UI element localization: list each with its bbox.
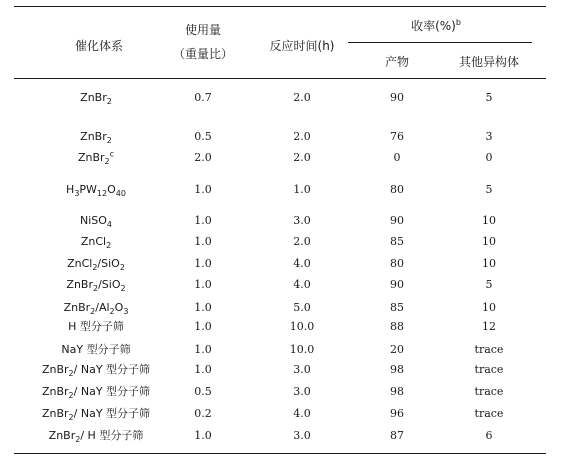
cell-amount: 1.0 bbox=[194, 320, 212, 333]
cell-amount: 1.0 bbox=[194, 301, 212, 314]
top-rule bbox=[14, 6, 546, 7]
cell-product: 80 bbox=[390, 257, 404, 270]
cell-product: 98 bbox=[390, 363, 404, 376]
cell-amount: 1.0 bbox=[194, 235, 212, 248]
cell-isomer: trace bbox=[474, 363, 504, 376]
cell-isomer: 10 bbox=[482, 301, 496, 314]
cell-isomer: 6 bbox=[485, 429, 493, 442]
cell-amount: 1.0 bbox=[194, 183, 212, 196]
cell-time: 4.0 bbox=[293, 407, 311, 420]
cell-product: 90 bbox=[390, 91, 404, 104]
cell-catalyst: H 型分子筛 bbox=[68, 320, 124, 333]
cell-time: 3.0 bbox=[293, 429, 311, 442]
cell-amount: 0.7 bbox=[194, 91, 212, 104]
cell-isomer: trace bbox=[474, 385, 504, 398]
cell-time: 5.0 bbox=[293, 301, 311, 314]
cell-isomer: 0 bbox=[485, 151, 493, 164]
cell-catalyst: ZnBr$_2$/ NaY 型分子筛 bbox=[41, 363, 151, 379]
cell-catalyst: NaY 型分子筛 bbox=[61, 343, 131, 356]
header-amount-unit: （重量比） bbox=[172, 47, 234, 61]
cell-catalyst: ZnBr$_2^c$ bbox=[77, 149, 115, 167]
cell-isomer: 10 bbox=[482, 235, 496, 248]
cell-catalyst: ZnCl$_2$/SiO$_2$ bbox=[67, 257, 125, 273]
cell-amount: 0.5 bbox=[194, 130, 212, 143]
cell-catalyst: NiSO$_4$ bbox=[79, 214, 113, 230]
cell-time: 4.0 bbox=[293, 278, 311, 291]
cell-product: 85 bbox=[390, 301, 404, 314]
cell-time: 2.0 bbox=[293, 91, 311, 104]
cell-product: 90 bbox=[390, 214, 404, 227]
cell-product: 20 bbox=[390, 343, 404, 356]
cell-amount: 1.0 bbox=[194, 429, 212, 442]
cell-isomer: 10 bbox=[482, 257, 496, 270]
cell-amount: 1.0 bbox=[194, 214, 212, 227]
cell-time: 3.0 bbox=[293, 363, 311, 376]
cell-product: 76 bbox=[390, 130, 404, 143]
header-catalyst: 催化体系 bbox=[74, 39, 124, 53]
cell-amount: 1.0 bbox=[194, 343, 212, 356]
cell-product: 98 bbox=[390, 385, 404, 398]
header-yield-footnote: b bbox=[455, 18, 461, 27]
cell-isomer: 12 bbox=[482, 320, 496, 333]
cell-catalyst: ZnBr$_2$/ NaY 型分子筛 bbox=[41, 385, 151, 401]
cell-product: 90 bbox=[390, 278, 404, 291]
cell-product: 96 bbox=[390, 407, 404, 420]
cell-amount: 0.2 bbox=[194, 407, 212, 420]
cell-catalyst: ZnBr$_2$ bbox=[80, 130, 112, 146]
header-isomer: 其他异构体 bbox=[458, 55, 520, 69]
bottom-rule bbox=[14, 453, 546, 454]
yield-rule bbox=[348, 42, 532, 43]
cell-catalyst: $H_3PW_{12}O_{40}$ bbox=[66, 183, 126, 199]
cell-product: 85 bbox=[390, 235, 404, 248]
header-product: 产物 bbox=[384, 55, 410, 69]
cell-catalyst: ZnBr$_2$/ NaY 型分子筛 bbox=[41, 407, 151, 423]
header-yield bbox=[411, 20, 461, 32]
cell-catalyst: $ZnBr_2/Al_2O_3$ bbox=[63, 301, 129, 317]
cell-time: 3.0 bbox=[293, 214, 311, 227]
cell-amount: 1.0 bbox=[194, 257, 212, 270]
cell-isomer: 5 bbox=[485, 91, 493, 104]
header-amount: 使用量 bbox=[184, 23, 222, 37]
cell-amount: 1.0 bbox=[194, 278, 212, 291]
cell-product: 0 bbox=[393, 151, 401, 164]
cell-catalyst: ZnCl$_2$ bbox=[80, 235, 112, 251]
cell-amount: 1.0 bbox=[194, 363, 212, 376]
cell-product: 80 bbox=[390, 183, 404, 196]
cell-time: 2.0 bbox=[293, 130, 311, 143]
cell-catalyst: ZnBr$_2$/SiO$_2$ bbox=[66, 278, 126, 294]
cell-isomer: 5 bbox=[485, 183, 493, 196]
header-time: 反应时间(h) bbox=[269, 39, 335, 53]
cell-time: 1.0 bbox=[293, 183, 311, 196]
cell-time: 4.0 bbox=[293, 257, 311, 270]
cell-time: 2.0 bbox=[293, 235, 311, 248]
cell-isomer: trace bbox=[474, 343, 504, 356]
header-bottom-rule bbox=[14, 78, 546, 79]
cell-catalyst: ZnBr$_2$/ H 型分子筛 bbox=[48, 429, 144, 445]
cell-isomer: 5 bbox=[485, 278, 493, 291]
cell-amount: 0.5 bbox=[194, 385, 212, 398]
cell-time: 2.0 bbox=[293, 151, 311, 164]
cell-time: 10.0 bbox=[289, 343, 315, 356]
cell-product: 87 bbox=[390, 429, 404, 442]
cell-time: 10.0 bbox=[289, 320, 315, 333]
cell-amount: 2.0 bbox=[194, 151, 212, 164]
cell-isomer: trace bbox=[474, 407, 504, 420]
cell-time: 3.0 bbox=[293, 385, 311, 398]
cell-isomer: 3 bbox=[485, 130, 493, 143]
cell-catalyst: ZnBr$_2$ bbox=[80, 91, 112, 107]
cell-product: 88 bbox=[390, 320, 404, 333]
header-yield-label: 收率(%) bbox=[411, 19, 456, 33]
cell-isomer: 10 bbox=[482, 214, 496, 227]
